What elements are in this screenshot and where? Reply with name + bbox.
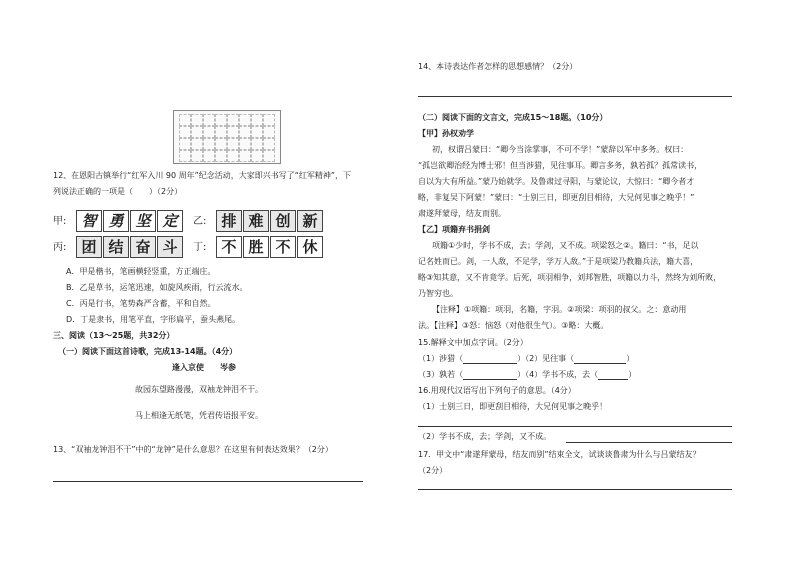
- row-label-bing: 丙:: [53, 242, 67, 253]
- grid-cell: [215, 150, 227, 162]
- grid-cell: [191, 150, 203, 162]
- grid-cell: [251, 150, 263, 162]
- calligraphy-char: 新: [297, 210, 323, 232]
- q16-sentence2: （2）学书不成，去；学剑，又不成。: [418, 432, 552, 441]
- q15-item4: ）（4）学书不成，去（: [517, 370, 599, 379]
- jia-line: 自以为大有所益。”蒙乃始就学。及鲁肃过寻阳，与蒙论议，大惊曰：“卿今者才: [418, 177, 695, 186]
- q13-answer-line[interactable]: [53, 481, 363, 482]
- grid-cell: [239, 150, 251, 162]
- q15-text: 15.解释文中加点字词。（2分）: [418, 338, 528, 347]
- q15-blank2[interactable]: [574, 354, 626, 364]
- q15-close4: ）: [628, 370, 637, 379]
- grid-cell: [215, 138, 227, 150]
- row-label-jia: 甲:: [53, 216, 67, 227]
- calligraphy-char: 勇: [103, 210, 129, 232]
- row-label-ding: 丁:: [193, 242, 207, 253]
- jia-line: 肃遂拜蒙母，结友而别。: [418, 209, 506, 218]
- calligraphy-char: 不: [216, 236, 242, 258]
- yi-line: 乃智穷也。: [418, 289, 458, 298]
- calligraphy-char: 奋: [130, 236, 156, 258]
- jia-title: 【甲】孙权劝学: [418, 129, 474, 138]
- q17-text-line1: 17．甲文中“肃遂拜蒙母，结友而别”结束全文，试谈谈鲁肃为什么与吕蒙结友？: [418, 450, 701, 459]
- grid-cell: [263, 114, 275, 126]
- grid-cell: [215, 126, 227, 138]
- grid-cell: [203, 114, 215, 126]
- poem-line1: 故园东望路漫漫，双袖龙钟泪不干。: [135, 385, 263, 394]
- q12-option-c: C．丙是行书，笔势森严含蓄，平和自然。: [66, 299, 216, 308]
- calligraphy-char: 不: [270, 236, 296, 258]
- classical-subheading: （二）阅读下面的文言文，完成15～18题。（10分）: [418, 113, 608, 122]
- grid-cell: [191, 138, 203, 150]
- grid-cell: [263, 126, 275, 138]
- grid-cell: [227, 126, 239, 138]
- q16-answer-line1[interactable]: [418, 426, 732, 427]
- q12-line2: 列说法正确的一项是（ ）（2分）: [53, 187, 183, 196]
- calligraphy-char: 团: [76, 236, 102, 258]
- q17-text-line2: （2分）: [418, 466, 448, 475]
- yi-line: 项籍①少时，学书不成，去；学剑，又不成。项梁怒之②。籍曰：“书，足以: [432, 241, 699, 250]
- q13-text: 13、“双袖龙钟泪不干”中的“龙钟”是什么意思？在这里有何表达效果？（2分）: [53, 445, 333, 454]
- grid-cell: [179, 126, 191, 138]
- q12-option-b: B．乙是草书，运笔迅速，如旋风疾雨，行云流水。: [66, 283, 248, 292]
- grid-cell: [227, 114, 239, 126]
- grid-cell: [191, 126, 203, 138]
- grid-cell: [227, 138, 239, 150]
- yi-line: 记名姓而已。剑，一人敌，不足学，学万人敌。”于是项梁乃教籍兵法，籍大喜，: [418, 257, 699, 266]
- calligraphy-char: 排: [216, 210, 242, 232]
- calligraphy-grid-image: [173, 110, 281, 164]
- q16-answer-line2[interactable]: [566, 442, 732, 443]
- grid-cell: [239, 114, 251, 126]
- q16-text: 16.用现代汉语写出下列句子的意思。（4分）: [418, 386, 576, 395]
- grid-cell: [251, 114, 263, 126]
- poem-subheading: （一）阅读下面这首诗歌，完成13-14题。（4分）: [58, 347, 238, 356]
- q15-item3: （3）孰若（: [418, 370, 464, 379]
- calligraphy-char: 坚: [130, 210, 156, 232]
- poem-title: 逢入京使 岑参: [172, 363, 236, 372]
- grid-cell: [203, 150, 215, 162]
- calligraphy-char: 创: [270, 210, 296, 232]
- q15-item2: ）（2）见往事（: [517, 354, 575, 363]
- grid-cell: [179, 138, 191, 150]
- calligraphy-char: 定: [157, 210, 183, 232]
- grid-cell: [263, 150, 275, 162]
- q17-answer-line[interactable]: [418, 489, 732, 490]
- yi-title: 【乙】项籍弃书捐剑: [418, 225, 490, 234]
- grid-cell: [203, 138, 215, 150]
- q14-text: 14、本诗表达作者怎样的思想感情？（2分）: [418, 62, 578, 71]
- calligraphy-char: 斗: [157, 236, 183, 258]
- grid-cell: [251, 138, 263, 150]
- yi-line: 略③知其意，又不肯竟学。后死，项羽相争，刘邦智胜，项籍以力斗，然终为刘所败，: [418, 273, 722, 282]
- q14-answer-line[interactable]: [418, 96, 732, 97]
- grid-cell: [239, 138, 251, 150]
- q15-blank3[interactable]: [463, 370, 517, 380]
- q16-sentence1: （1）士别三日，即更刮目相待，大兄何见事之晚乎！: [418, 402, 608, 411]
- grid-cell: [263, 138, 275, 150]
- q15-row2: [418, 370, 636, 380]
- grid-cell: [179, 150, 191, 162]
- q12-option-d: D．丁是隶书，用笔平直，字形扁平，蚕头燕尾。: [66, 315, 241, 324]
- jia-line: 初，权谓吕蒙曰：“卿今当涂掌事，不可不学！”蒙辞以军中多务。权曰：: [432, 145, 689, 154]
- calligraphy-char: 智: [76, 210, 102, 232]
- notes-line: 法。【注释】③怒：恼怒（对他很生气）。③略：大概。: [418, 321, 609, 330]
- grid-cell: [227, 150, 239, 162]
- calligraphy-char: 难: [243, 210, 269, 232]
- calligraphy-char: 结: [103, 236, 129, 258]
- notes-line: 【注释】①项籍：项羽，名籍，字羽。②项梁：项羽的叔父。之：意动用: [432, 305, 687, 314]
- q12-line1: 12、在恩阳古镇举行“红军入川 90 周年”纪念活动，大家即兴书写了“红军精神”，下: [53, 171, 352, 180]
- q15-row1: [418, 354, 634, 364]
- calligraphy-char: 胜: [243, 236, 269, 258]
- grid-cell: [239, 126, 251, 138]
- jia-line: “孤岂欲卿治经为博士邪！但当涉猎，见往事耳。卿言多务，孰若孤？孤常读书，: [418, 161, 703, 170]
- q12-option-a: A．甲是楷书，笔画横轻竖重，方正端庄。: [66, 267, 216, 276]
- grid-cell: [191, 114, 203, 126]
- q15-item1: （1）涉猎（: [418, 354, 464, 363]
- row-label-yi: 乙:: [193, 216, 207, 227]
- poem-line2: 马上相逢无纸笔，凭君传语报平安。: [135, 411, 263, 420]
- grid-cell: [215, 114, 227, 126]
- grid-cell: [179, 114, 191, 126]
- grid-cell: [251, 126, 263, 138]
- calligraphy-char: 休: [297, 236, 323, 258]
- q15-blank1[interactable]: [463, 354, 517, 364]
- section3-heading: 三、阅读（13～25题，共32分）: [53, 331, 175, 340]
- jia-line: 略，非复吴下阿蒙！”蒙曰：“士别三日，即更刮目相待，大兄何见事之晚乎！”: [418, 193, 695, 202]
- grid-cell: [203, 126, 215, 138]
- q15-blank4[interactable]: [598, 370, 628, 380]
- q15-close2: ）: [626, 354, 635, 363]
